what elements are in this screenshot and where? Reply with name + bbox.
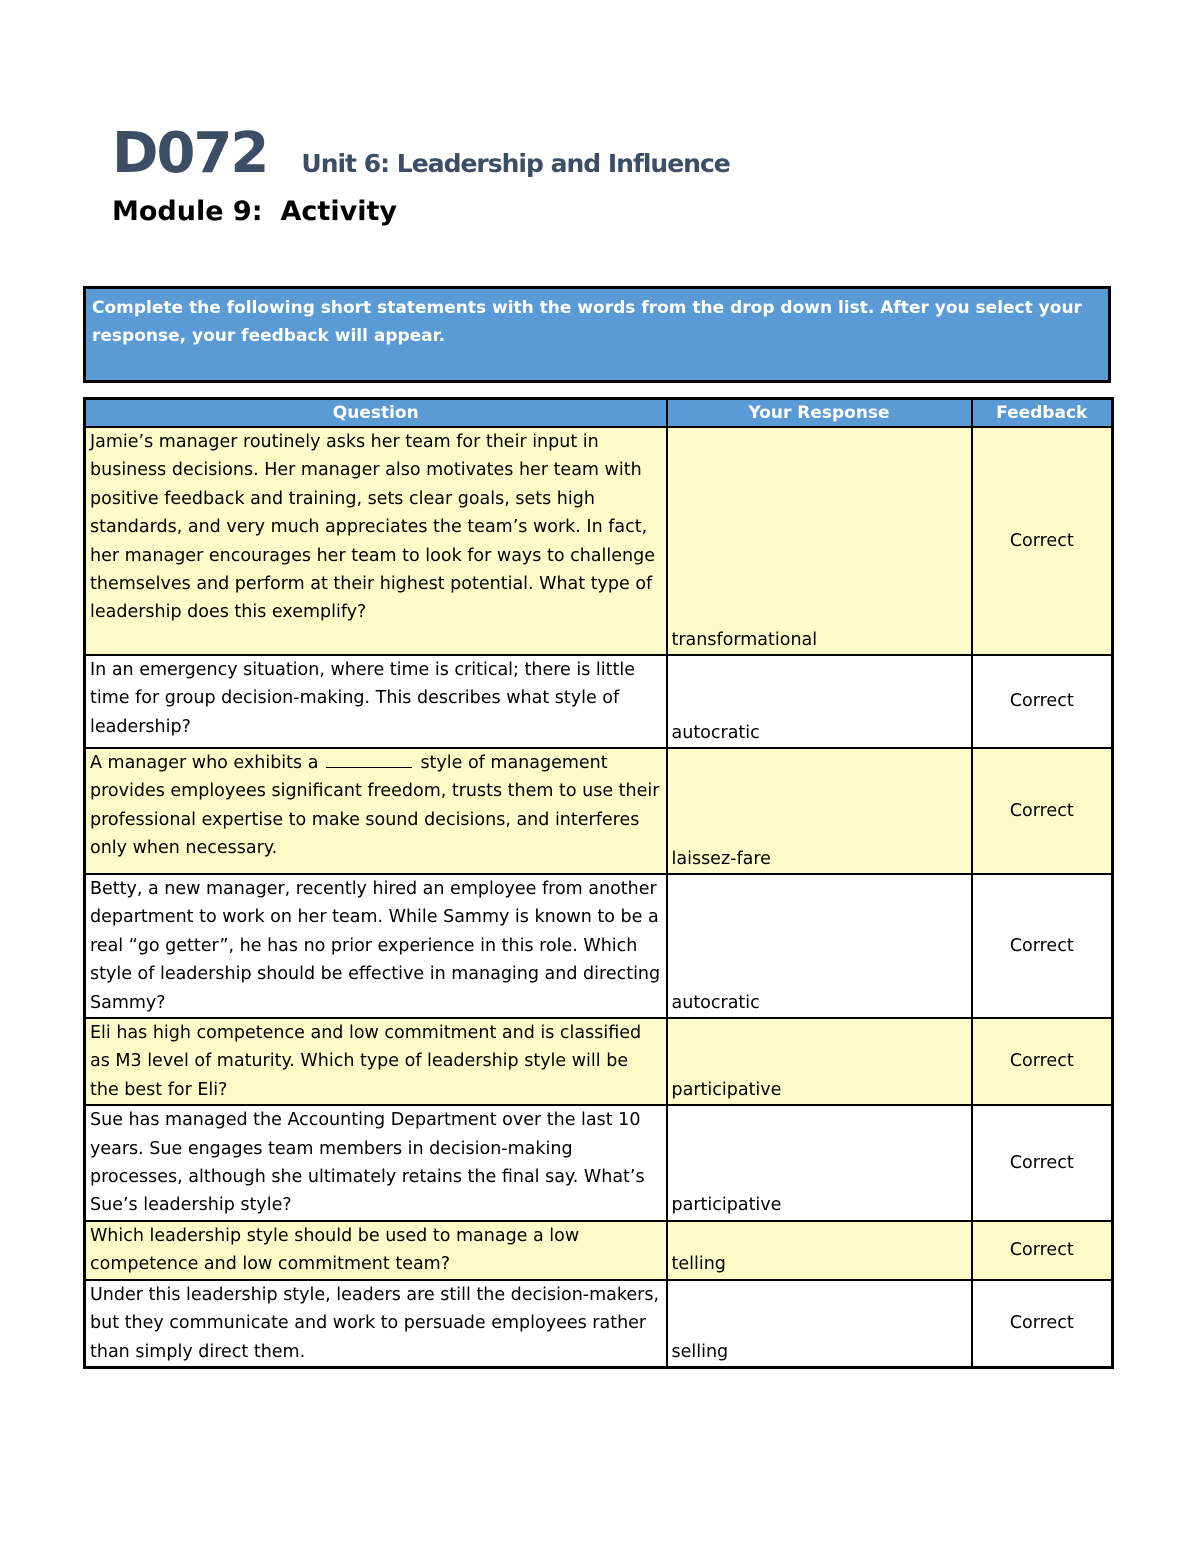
response-dropdown[interactable]: participative bbox=[667, 1018, 972, 1105]
question-cell: In an emergency situation, where time is critical; there is little time for group decision-making. This describes what style of leadership? bbox=[85, 655, 667, 748]
question-text-after-blank: style of management provides employees significant freedom, trusts them to use their professional expertise to make sound decisions, and interferes only when necessary. bbox=[90, 753, 660, 859]
feedback-column-header: Feedback bbox=[972, 399, 1113, 428]
table-row bbox=[85, 655, 1113, 748]
response-dropdown[interactable]: selling bbox=[667, 1280, 972, 1368]
response-dropdown[interactable]: autocratic bbox=[667, 655, 972, 748]
question-cell: Under this leadership style, leaders are still the decision-makers, but they communicate and work to persuade employees rather than simply direct them. bbox=[85, 1280, 667, 1368]
response-dropdown[interactable]: telling bbox=[667, 1221, 972, 1280]
instructions-box bbox=[83, 286, 1111, 383]
unit-title: Unit 6: Leadership and Influence bbox=[301, 149, 730, 178]
table-row bbox=[85, 427, 1113, 655]
feedback-cell: Correct bbox=[972, 874, 1113, 1018]
response-dropdown[interactable]: laissez-fare bbox=[667, 748, 972, 874]
table-row bbox=[85, 1280, 1113, 1368]
table-row bbox=[85, 1018, 1113, 1105]
table-row bbox=[85, 748, 1113, 874]
table-header-row bbox=[85, 399, 1113, 428]
feedback-cell: Correct bbox=[972, 1280, 1113, 1368]
question-cell: Sue has managed the Accounting Department over the last 10 years. Sue engages team members in decision-making processes, although she ultimately retains the final say. What’s Sue’s leadership style? bbox=[85, 1105, 667, 1221]
instructions-text: Complete the following short statements with the words from the drop down list. After you select your response, your feedback will appear. bbox=[92, 298, 1082, 346]
module-title: Activity bbox=[280, 196, 397, 227]
question-cell: Eli has high competence and low commitment and is classified as M3 level of maturity. Which type of leadership style will be the best for Eli? bbox=[85, 1018, 667, 1105]
table-row bbox=[85, 874, 1113, 1018]
table-row bbox=[85, 1105, 1113, 1221]
feedback-cell: Correct bbox=[972, 1105, 1113, 1221]
question-cell: Jamie’s manager routinely asks her team for their input in business decisions. Her manager also motivates her team with positive feedback and training, sets clear goals, sets high standards, and very much appreciates the team’s work. In fact, her manager encourages her team to look for ways to challenge themselves and perform at their highest potential. What type of leadership does this exemplify? bbox=[85, 427, 667, 655]
question-column-header: Question bbox=[85, 399, 667, 428]
response-dropdown[interactable]: autocratic bbox=[667, 874, 972, 1018]
response-dropdown[interactable]: transformational bbox=[667, 427, 972, 655]
question-text-before-blank: A manager who exhibits a bbox=[90, 753, 319, 773]
table-row bbox=[85, 1221, 1113, 1280]
fill-in-blank bbox=[326, 749, 412, 768]
module-label: Module 9: bbox=[112, 196, 263, 227]
document-header bbox=[112, 122, 1112, 227]
response-dropdown[interactable]: participative bbox=[667, 1105, 972, 1221]
course-title-line bbox=[112, 122, 1112, 186]
question-cell bbox=[85, 748, 667, 874]
feedback-cell: Correct bbox=[972, 655, 1113, 748]
feedback-cell: Correct bbox=[972, 1018, 1113, 1105]
feedback-cell: Correct bbox=[972, 748, 1113, 874]
course-code: D072 bbox=[112, 121, 268, 186]
response-column-header: Your Response bbox=[667, 399, 972, 428]
activity-table bbox=[83, 397, 1114, 1369]
module-title-line bbox=[112, 196, 1112, 227]
question-cell: Which leadership style should be used to manage a low competence and low commitment team? bbox=[85, 1221, 667, 1280]
feedback-cell: Correct bbox=[972, 1221, 1113, 1280]
feedback-cell: Correct bbox=[972, 427, 1113, 655]
question-cell: Betty, a new manager, recently hired an employee from another department to work on her team. While Sammy is known to be a real “go getter”, he has no prior experience in this role. Which style of leadership should be effective in managing and directing Sammy? bbox=[85, 874, 667, 1018]
